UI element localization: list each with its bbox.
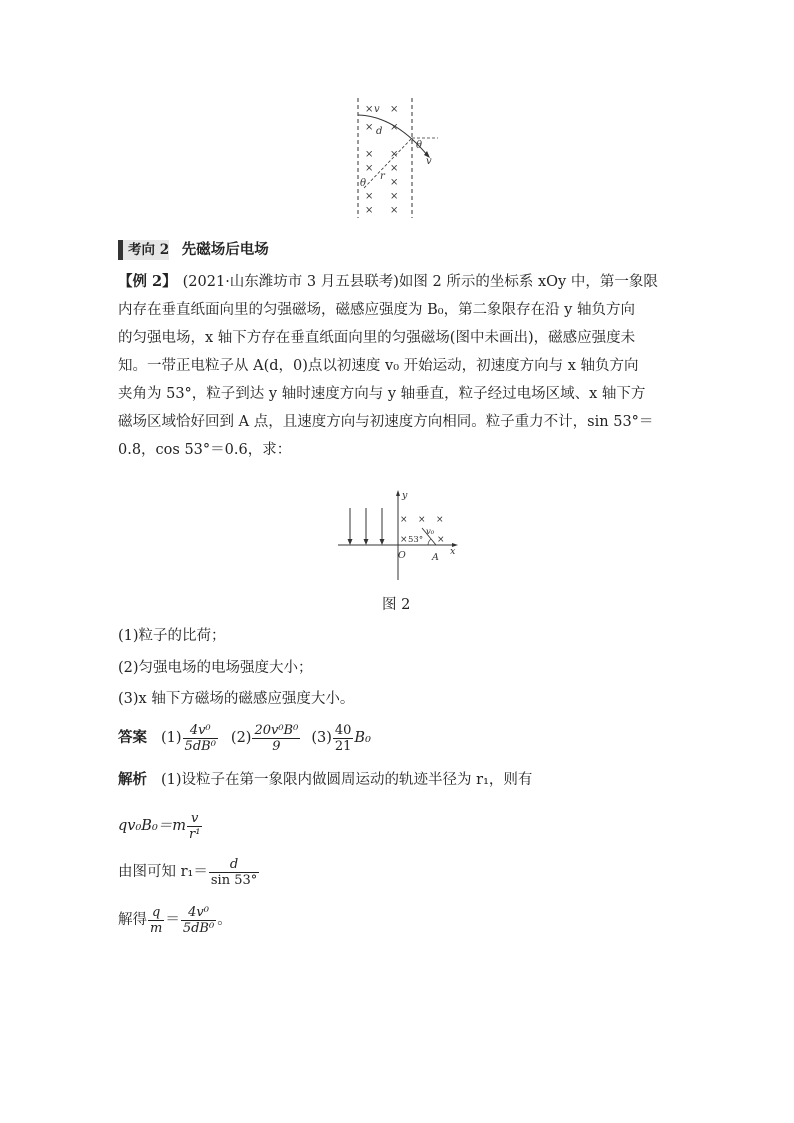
answer-3-denominator: 21 bbox=[334, 738, 352, 754]
example-line-4: 知。一带正电粒子从 A(d，0)点以初速度 v₀ 开始运动，初速度方向与 x 轴负方向 bbox=[118, 358, 639, 374]
cross: × bbox=[400, 535, 408, 545]
answer-row bbox=[118, 718, 371, 758]
cross: × bbox=[365, 149, 374, 160]
example-label: 【例 2】 bbox=[118, 273, 177, 290]
equation-2-fraction bbox=[209, 857, 259, 888]
equation-3-denominator-2: 5dB⁰ bbox=[182, 920, 215, 936]
equation-2-numerator: d bbox=[229, 856, 239, 872]
example-line-2: 内存在垂直纸面向里的匀强磁场，磁感应强度为 B₀，第二象限存在沿 y 轴负方向 bbox=[118, 302, 635, 318]
equation-1-denominator: r¹ bbox=[189, 826, 201, 842]
analysis-intro bbox=[118, 770, 532, 790]
cross: × bbox=[436, 515, 444, 525]
example-line-1 bbox=[118, 272, 658, 292]
equation-3-left: 解得 bbox=[118, 912, 147, 928]
equation-3-numerator-2: 4v⁰ bbox=[188, 904, 209, 920]
cross: × bbox=[365, 104, 374, 115]
cross: × bbox=[390, 149, 399, 160]
equation-3-fraction-2 bbox=[181, 905, 216, 936]
equation-1-left: qv₀B₀＝m bbox=[118, 818, 187, 834]
theta-low-label: θ bbox=[360, 178, 367, 189]
analysis-intro-text: (1)设粒子在第一象限内做圆周运动的轨迹半径为 r₁，则有 bbox=[161, 772, 533, 788]
example-line-7: 0.8，cos 53°＝0.6，求： bbox=[118, 442, 292, 458]
equation-1 bbox=[118, 806, 203, 846]
answer-2-fraction bbox=[252, 723, 300, 754]
answer-3-tail: B₀ bbox=[354, 730, 371, 746]
example-line-6: 磁场区域恰好回到 A 点，且速度方向与初速度方向相同。粒子重力不计，sin 53°＝ bbox=[118, 414, 654, 430]
answer-1-numerator: 4v⁰ bbox=[189, 722, 211, 738]
equation-2 bbox=[118, 852, 260, 892]
answer-3-fraction bbox=[333, 723, 354, 754]
equation-3-numerator-1: q bbox=[152, 904, 161, 920]
equation-3-denominator-1: m bbox=[150, 920, 163, 936]
angle-label: 53° bbox=[408, 535, 424, 545]
answer-2-prefix: (2) bbox=[230, 730, 252, 746]
answer-3-prefix: (3) bbox=[311, 730, 332, 746]
equation-2-left: 由图可知 r₁＝ bbox=[118, 864, 208, 880]
section-heading bbox=[118, 240, 269, 260]
v0-label: v₀ bbox=[426, 527, 435, 537]
cross: × bbox=[418, 515, 426, 525]
equation-2-denominator: sin 53° bbox=[210, 872, 258, 888]
example-text-1: (2021·山东潍坊市 3 月五县联考)如图 2 所示的坐标系 xOy 中，第一象限 bbox=[182, 274, 658, 290]
v-label: v bbox=[374, 104, 380, 115]
section-tag: 考向 2 bbox=[118, 240, 169, 260]
answer-label: 答案 bbox=[118, 729, 147, 746]
equation-3-equals: ＝ bbox=[165, 912, 180, 928]
figure-2-caption: 图 2 bbox=[382, 597, 411, 613]
field-arrow bbox=[380, 539, 385, 545]
answer-2-numerator: 20v⁰B⁰ bbox=[254, 722, 299, 738]
equation-3 bbox=[118, 900, 232, 940]
cross: × bbox=[390, 163, 399, 174]
cross: × bbox=[390, 104, 399, 115]
analysis-label: 解析 bbox=[118, 771, 147, 788]
equation-3-fraction-1 bbox=[148, 905, 164, 936]
x-label: x bbox=[450, 546, 456, 557]
v-out-label: v bbox=[426, 156, 432, 167]
equation-1-fraction bbox=[187, 811, 202, 842]
answer-1-prefix: (1) bbox=[161, 730, 182, 746]
d-label: d bbox=[376, 126, 383, 137]
question-2: (2)匀强电场的电场强度大小； bbox=[118, 660, 313, 676]
answer-2-denominator: 9 bbox=[252, 738, 300, 754]
field-arrow bbox=[364, 539, 369, 545]
answer-1-denominator: 5dB⁰ bbox=[184, 738, 216, 754]
r-label: r bbox=[380, 171, 385, 182]
field-arrow bbox=[348, 539, 353, 545]
equation-1-numerator: v bbox=[191, 810, 199, 826]
cross: × bbox=[365, 191, 374, 202]
theta-top-label: θ bbox=[416, 140, 423, 151]
cross: × bbox=[390, 191, 399, 202]
equation-3-end: 。 bbox=[217, 912, 232, 928]
example-line-3: 的匀强电场，x 轴下方存在垂直纸面向里的匀强磁场(图中未画出)，磁感应强度未 bbox=[118, 330, 636, 346]
o-label: O bbox=[398, 550, 406, 561]
cross: × bbox=[437, 535, 445, 545]
angle-arc bbox=[428, 539, 431, 545]
cross: × bbox=[365, 205, 374, 216]
cross: × bbox=[400, 515, 408, 525]
y-axis-arrow bbox=[396, 490, 400, 496]
cross: × bbox=[390, 205, 399, 216]
cross: × bbox=[390, 122, 399, 133]
a-label: A bbox=[432, 552, 439, 563]
example-line-5: 夹角为 53°，粒子到达 y 轴时速度方向与 y 轴垂直，粒子经过电场区域、x 轴下方 bbox=[118, 386, 646, 402]
question-3: (3)x 轴下方磁场的磁感应强度大小。 bbox=[118, 691, 355, 707]
figure-1 bbox=[350, 96, 440, 220]
cross: × bbox=[365, 122, 374, 133]
answer-3-numerator: 40 bbox=[334, 722, 352, 738]
y-label: y bbox=[402, 490, 408, 501]
section-title: 先磁场后电场 bbox=[181, 241, 269, 258]
answer-1-fraction bbox=[183, 723, 218, 754]
figure-2 bbox=[336, 488, 466, 584]
question-1: (1)粒子的比荷； bbox=[118, 628, 226, 644]
cross: × bbox=[365, 163, 374, 174]
cross: × bbox=[390, 177, 399, 188]
